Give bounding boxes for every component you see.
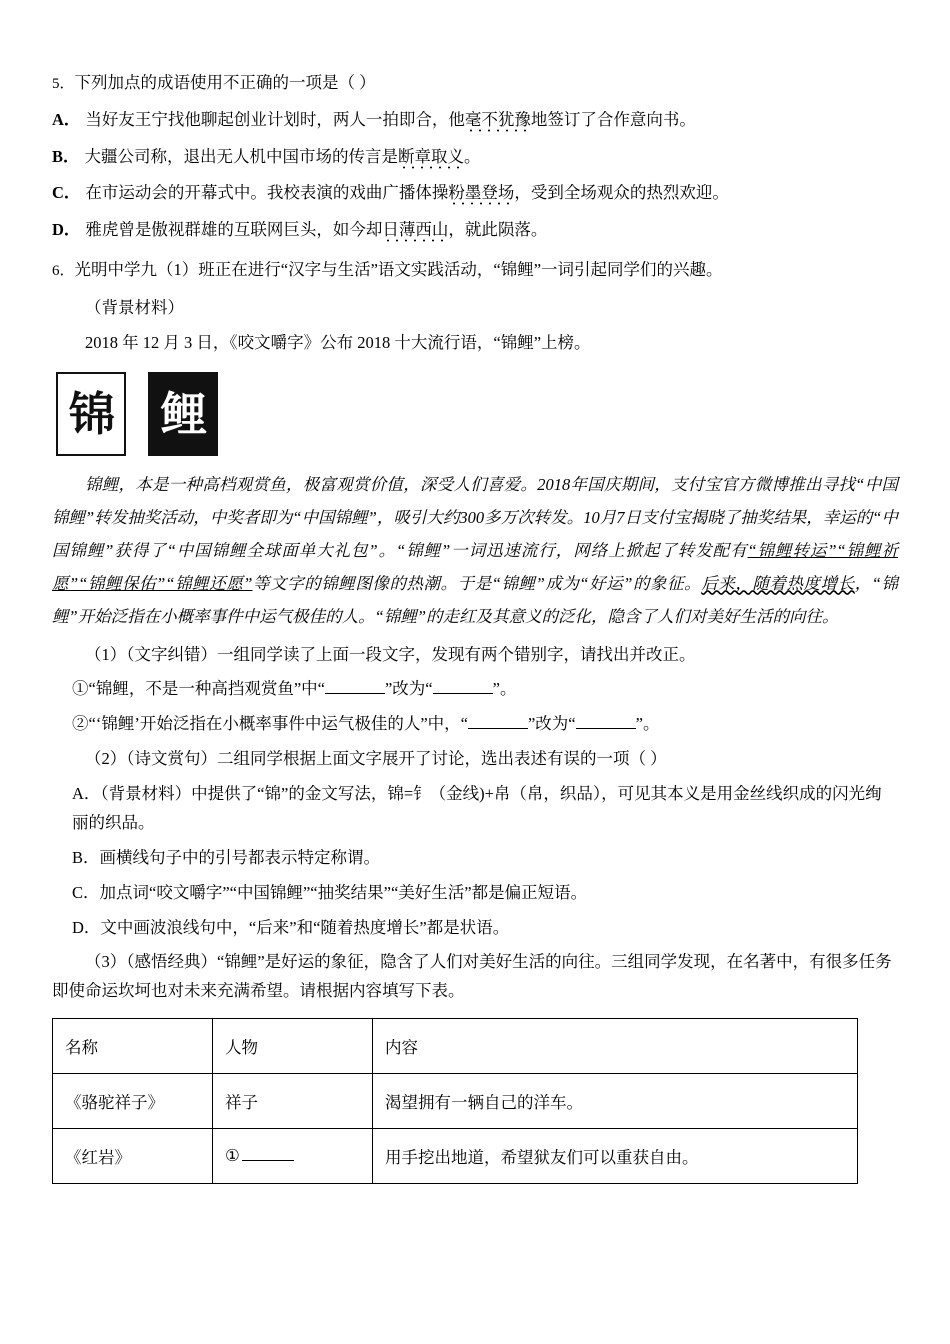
- table-header-person: 人物: [213, 1019, 373, 1074]
- question-5-text: 下列加点的成语使用不正确的一项是（ ）: [74, 73, 376, 92]
- option-a-idiom: 毫不犹豫: [464, 110, 531, 130]
- background-material-title: （背景材料）: [85, 297, 184, 317]
- option-d-post: ，就此陨落。: [448, 219, 548, 239]
- passage-part-1: 锦鲤，本是一种高档观赏鱼，极富观赏价值，深受人们喜爱。2018年国庆期间，支付宝官方微博推出寻找“中国锦鲤”转发抽奖活动，中奖者即为“中国锦鲤”，吸引大约300多万次转发。10月7日支付宝揭晓了抽奖结果，幸运的“中国锦鲤”获得了“中国锦鲤全球面单大礼包”。“锦鲤”一词迅速流行，网络上掀起了转发配有: [52, 474, 898, 560]
- question-5-number: 5．: [52, 76, 75, 92]
- sub2-option-d: [52, 914, 898, 943]
- sub2-option-d-text: 文中画波浪线句中，“后来”和“随着热度增长”都是状语。: [100, 917, 510, 937]
- seal-jin-image: [56, 372, 126, 456]
- sub2-option-b-label: B．: [72, 847, 100, 867]
- option-a-post: 地签订了合作意向书。: [530, 110, 696, 130]
- option-c-pre: 在市运动会的开幕式中。我校表演的戏曲广播体操: [85, 183, 449, 203]
- sub2-option-d-label: D．: [72, 917, 101, 937]
- answer-blank-2a[interactable]: [468, 728, 528, 729]
- question-5-option-c: [52, 180, 898, 206]
- question-6-stem: [52, 257, 898, 283]
- item-1-mid: ”改为“: [384, 679, 433, 699]
- works-table: [52, 1018, 858, 1184]
- answer-blank-1b[interactable]: [433, 693, 493, 694]
- option-d-idiom: 日薄西山: [382, 219, 449, 239]
- question-5-option-a: [52, 107, 898, 133]
- row-2-person-blank[interactable]: [242, 1160, 294, 1161]
- sub2-option-b: [52, 844, 898, 873]
- passage-part-4-wavy: 后来，随着热度增长: [701, 573, 855, 593]
- item-1-pre: ①“锦鲤，不是一种高挡观赏鱼”中“: [72, 679, 325, 699]
- table-header-name: 名称: [53, 1019, 213, 1074]
- table-header-row: [53, 1019, 858, 1074]
- option-a-pre: 当好友王宁找他聊起创业计划时，两人一拍即合，他: [85, 110, 465, 130]
- sub-question-1-title: （1）（文字纠错）一组同学读了上面一段文字，发现有两个错别字，请找出并改正。: [85, 644, 696, 664]
- sub2-option-b-text: 画横线句子中的引号都表示特定称谓。: [99, 847, 381, 867]
- question-5-stem: [52, 70, 898, 96]
- question-5-option-d: [52, 217, 898, 243]
- sub2-option-c-text: 加点词“咬文嚼字”“中国锦鲤”“抽奖结果”“美好生活”都是偏正短语。: [99, 882, 588, 902]
- option-c-idiom: 粉墨登场: [448, 183, 515, 203]
- option-b-idiom: 断章取义: [398, 146, 465, 166]
- answer-blank-2b[interactable]: [576, 728, 636, 729]
- sub-question-2-title: （2）（诗文赏句）二组同学根据上面文字展开了讨论，选出表述有误的一项（ ）: [85, 749, 667, 769]
- item-2-post: ”。: [635, 714, 660, 734]
- question-5-option-b: [52, 144, 898, 170]
- sub2-option-c-label: C．: [72, 882, 100, 902]
- sub-question-1-item-1: [52, 675, 898, 704]
- row-2-name: 《红岩》: [53, 1129, 213, 1184]
- option-c-post: ，受到全场观众的热烈欢迎。: [514, 183, 729, 203]
- item-2-pre: ②“‘锦鲤’开始泛指在小概率事件中运气极佳的人”中，“: [72, 714, 468, 734]
- table-row: [53, 1129, 858, 1184]
- background-material-line: 2018 年 12 月 3 日，《咬文嚼字》公布 2018 十大流行语，“锦鲤”上榜。: [85, 332, 591, 352]
- option-label-c: C．: [52, 183, 81, 203]
- option-label-a: A．: [52, 110, 81, 130]
- passage-part-2-underlined: “锦鲤转运”“锦鲤祈愿”“锦鲤保佑”“锦鲤还愿”: [52, 540, 898, 593]
- seal-jin-glyph: 锦: [69, 386, 113, 441]
- option-label-d: D．: [52, 219, 81, 239]
- passage-part-5: ，“锦鲤”开始泛指在小概率事件中运气极佳的人。“锦鲤”的走红及其意义的泛化，隐含了人们对美好生活的向往。: [52, 573, 898, 626]
- row-1-content: 渴望拥有一辆自己的洋车。: [373, 1074, 858, 1129]
- sub-question-3-title: （3）（感悟经典）“锦鲤”是好运的象征，隐含了人们对美好生活的向往。三组同学发现，在名著中，有很多任务即使命运坎坷也对未来充满希望。请根据内容填写下表。: [52, 952, 892, 1001]
- item-1-post: ”。: [492, 679, 517, 699]
- sub2-option-a-label: A．: [72, 784, 101, 803]
- seal-li-image: [148, 372, 218, 456]
- sub2-option-a: [52, 780, 898, 838]
- question-6-number: 6．: [52, 262, 75, 279]
- item-2-mid: ”改为“: [527, 714, 576, 734]
- question-6-text: 光明中学九（1）班正在进行“汉字与生活”语文实践活动，“锦鲤”一词引起同学们的兴趣。: [74, 259, 723, 279]
- reading-passage: [52, 468, 898, 633]
- seal-images: [52, 372, 898, 456]
- passage-part-3: 等文字的锦鲤图像的热潮。于是“锦鲤”成为“好运”的象征。: [252, 573, 702, 593]
- row-1-person: 祥子: [213, 1074, 373, 1129]
- option-label-b: B．: [52, 146, 80, 166]
- option-b-pre: 大疆公司称，退出无人机中国市场的传言是: [84, 146, 399, 166]
- option-d-pre: 雅虎曾是傲视群雄的互联网巨头，如今却: [85, 219, 383, 239]
- table-row: [53, 1074, 858, 1129]
- option-b-post: 。: [464, 146, 481, 166]
- row-2-content: 用手挖出地道，希望狱友们可以重获自由。: [373, 1129, 858, 1184]
- sub-question-1-item-2: [52, 710, 898, 739]
- row-1-name: 《骆驼祥子》: [53, 1074, 213, 1129]
- row-2-person-marker: ①: [225, 1146, 240, 1166]
- table-header-content: 内容: [373, 1019, 858, 1074]
- seal-li-glyph: 鲤: [161, 386, 205, 441]
- answer-blank-1a[interactable]: [325, 693, 385, 694]
- row-2-person: [213, 1129, 373, 1184]
- sub2-option-c: [52, 879, 898, 908]
- sub2-option-a-text: （背景材料）中提供了“锦”的金文写法，锦=钅（金线)+帛（帛，织品），可见其本义是用金丝线织成的闪光绚丽的织品。: [72, 784, 882, 832]
